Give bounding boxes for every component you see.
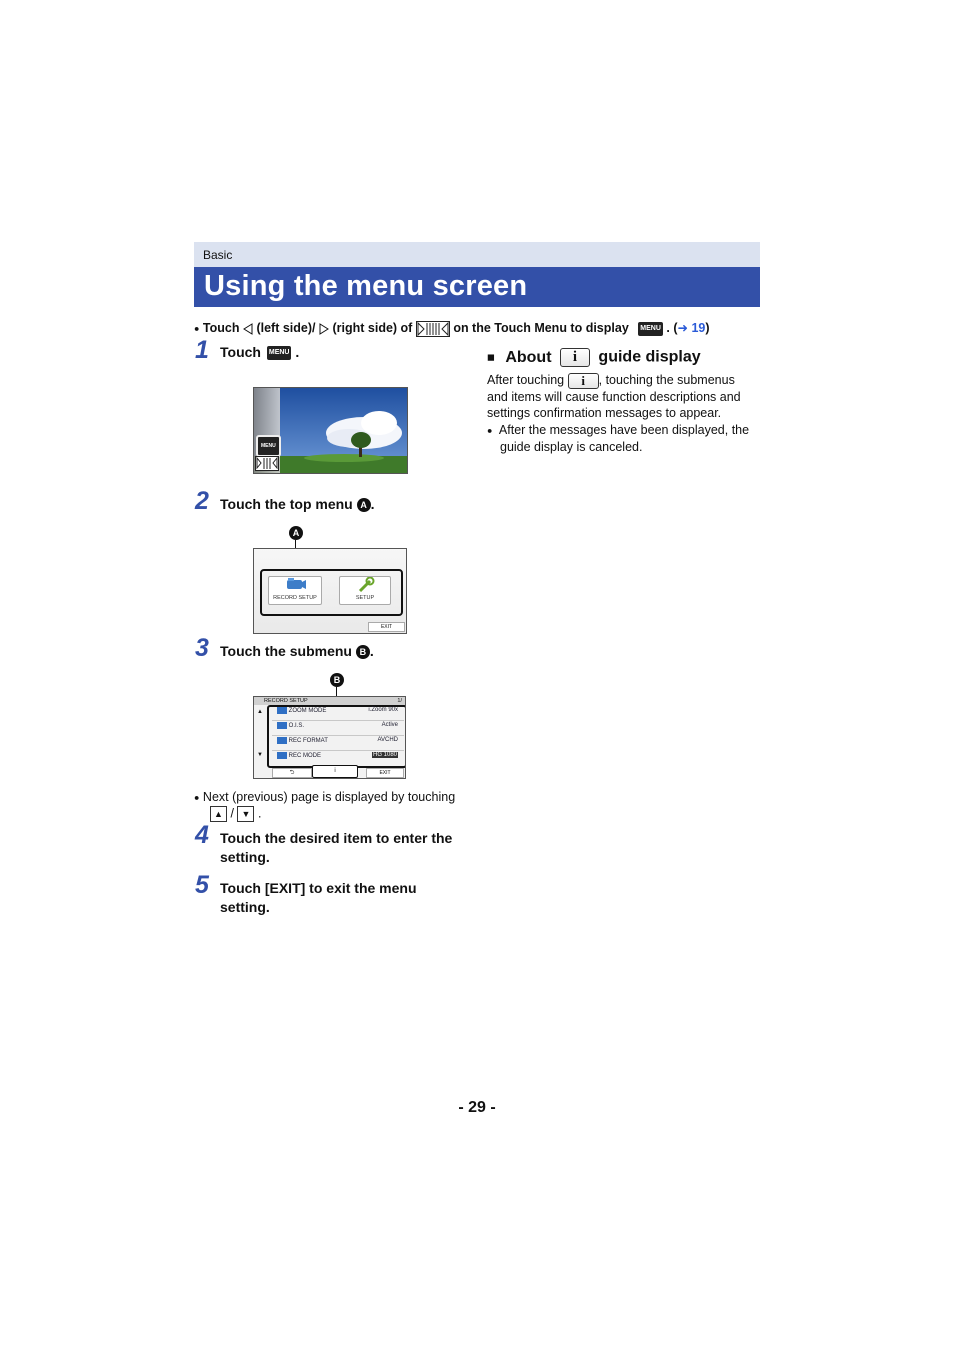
intro-ref-close: ) [705, 321, 710, 335]
about-note-line-1 [487, 422, 762, 439]
page-title: Using the menu screen [204, 270, 528, 302]
about-paragraph [487, 372, 762, 422]
about-line-2: and items will cause function descriptions and [487, 389, 741, 404]
callout-b: B [330, 673, 344, 687]
step-4-text [220, 829, 452, 867]
step-1-number: 1 [195, 336, 209, 364]
step-3-text [220, 642, 374, 661]
submenu-header-label: RECORD SETUP [264, 698, 308, 704]
step-4-line-2: setting. [220, 849, 270, 865]
note-next-page [194, 790, 455, 804]
about-heading-after: guide display [598, 348, 701, 366]
about-para-1b: , touching the submenus [598, 373, 735, 387]
submenu-row[interactable] [272, 707, 404, 721]
info-icon: i [568, 373, 599, 389]
menu-icon: MENU [638, 322, 663, 336]
back-button[interactable]: ⮌ [272, 768, 312, 778]
intro-line [194, 320, 710, 337]
submenu-row[interactable] [272, 722, 404, 736]
page-ref-link[interactable]: 19 [691, 321, 706, 335]
intro-right-side: (right side) of [332, 321, 413, 335]
step-1-text [220, 343, 299, 362]
about-line-1 [487, 372, 762, 389]
ref-arrow-icon: ➜ [677, 321, 688, 335]
row-label: ZOOM MODE [288, 708, 327, 715]
left-arrow-icon [243, 323, 253, 335]
about-note [487, 422, 762, 455]
touch-menu-icon[interactable] [255, 456, 279, 471]
down-arrow-icon: ▼ [237, 806, 254, 822]
about-heading [487, 348, 701, 367]
about-note-2: guide display is canceled. [500, 439, 643, 454]
row-value: AVCHD [377, 737, 398, 743]
step-1-end: . [295, 344, 300, 360]
step-4-line-1: Touch the desired item to enter the [220, 830, 453, 846]
row-label: REC FORMAT [288, 738, 328, 745]
setup-button[interactable] [339, 576, 391, 605]
step-2-number: 2 [195, 487, 209, 515]
submenu-row[interactable] [272, 752, 404, 765]
info-button[interactable]: i [312, 765, 358, 778]
step-1-label: Touch [220, 344, 261, 360]
row-label: REC MODE [288, 753, 322, 760]
rec-mode-icon [277, 752, 287, 759]
row-label: O.I.S. [288, 723, 305, 730]
step-2-text [220, 495, 375, 514]
note-next-end: . [257, 806, 262, 821]
intro-ref-open: . ( [666, 321, 678, 335]
step-5-line-1: Touch [EXIT] to exit the menu [220, 880, 417, 896]
step-4-number: 4 [195, 821, 209, 849]
setup-label: SETUP [355, 595, 375, 601]
row-value: HG 1080 [372, 752, 397, 758]
section-label: Basic [203, 248, 233, 262]
callout-a: A [289, 526, 303, 540]
step-2-label: Touch the top menu [220, 496, 353, 512]
intro-touch: Touch [202, 321, 240, 335]
step-3-end: . [369, 643, 374, 659]
rec-format-icon [277, 737, 287, 744]
bullet-icon: ● [487, 425, 493, 436]
ois-icon [277, 722, 287, 729]
step-5-text [220, 879, 417, 917]
top-menu-screen [253, 548, 407, 634]
menu-button[interactable] [256, 435, 281, 457]
submenu-header [254, 697, 405, 705]
step-3-number: 3 [195, 634, 209, 662]
note-next-sep: / [230, 806, 234, 821]
square-bullet-icon: ■ [487, 349, 495, 365]
info-icon: i [560, 348, 590, 367]
step-5-number: 5 [195, 871, 209, 899]
row-value: Active [381, 722, 398, 728]
bullet-icon: ● [194, 792, 200, 803]
up-arrow-icon: ▲ [210, 806, 227, 822]
marker-b: B [356, 645, 370, 659]
menu-icon: MENU [267, 346, 292, 360]
wrench-icon [357, 577, 375, 593]
submenu-row[interactable] [272, 737, 404, 751]
about-para-1a: After touching [487, 373, 565, 387]
about-line-3: settings confirmation messages to appear. [487, 406, 722, 421]
intro-on-touch-menu: on the Touch Menu to display [453, 321, 629, 335]
row-value: i.Zoom 90x [368, 707, 398, 713]
bullet-icon: ● [194, 323, 200, 334]
right-arrow-icon [319, 323, 329, 335]
submenu-screen [253, 696, 406, 779]
scroll-down-button[interactable]: ▼ [257, 752, 263, 758]
section-band [194, 242, 760, 267]
touch-menu-icon [416, 321, 450, 337]
step-3-label: Touch the submenu [220, 643, 352, 659]
about-note-1: After the messages have been displayed, the [498, 423, 750, 437]
exit-button[interactable]: EXIT [366, 768, 404, 778]
step-2-end: . [370, 496, 375, 512]
step-5-line-2: setting. [220, 899, 270, 915]
exit-button[interactable]: EXIT [368, 622, 405, 632]
intro-left-side: (left side)/ [256, 321, 316, 335]
record-setup-label: RECORD SETUP [273, 595, 317, 601]
menu-icon: MENU [260, 440, 277, 452]
marker-a: A [357, 498, 371, 512]
note-next-text: Next (previous) page is displayed by touching [202, 790, 456, 804]
page-number: - 29 - [458, 1099, 496, 1116]
camera-icon [285, 577, 307, 591]
submenu-page: 1/ [397, 698, 402, 704]
scroll-up-button[interactable]: ▲ [257, 709, 263, 715]
about-heading-before: About [505, 348, 552, 366]
camera-screen-illustration [253, 387, 408, 474]
note-next-buttons [210, 806, 261, 822]
record-setup-button[interactable] [268, 576, 322, 605]
zoom-mode-icon [277, 707, 287, 714]
